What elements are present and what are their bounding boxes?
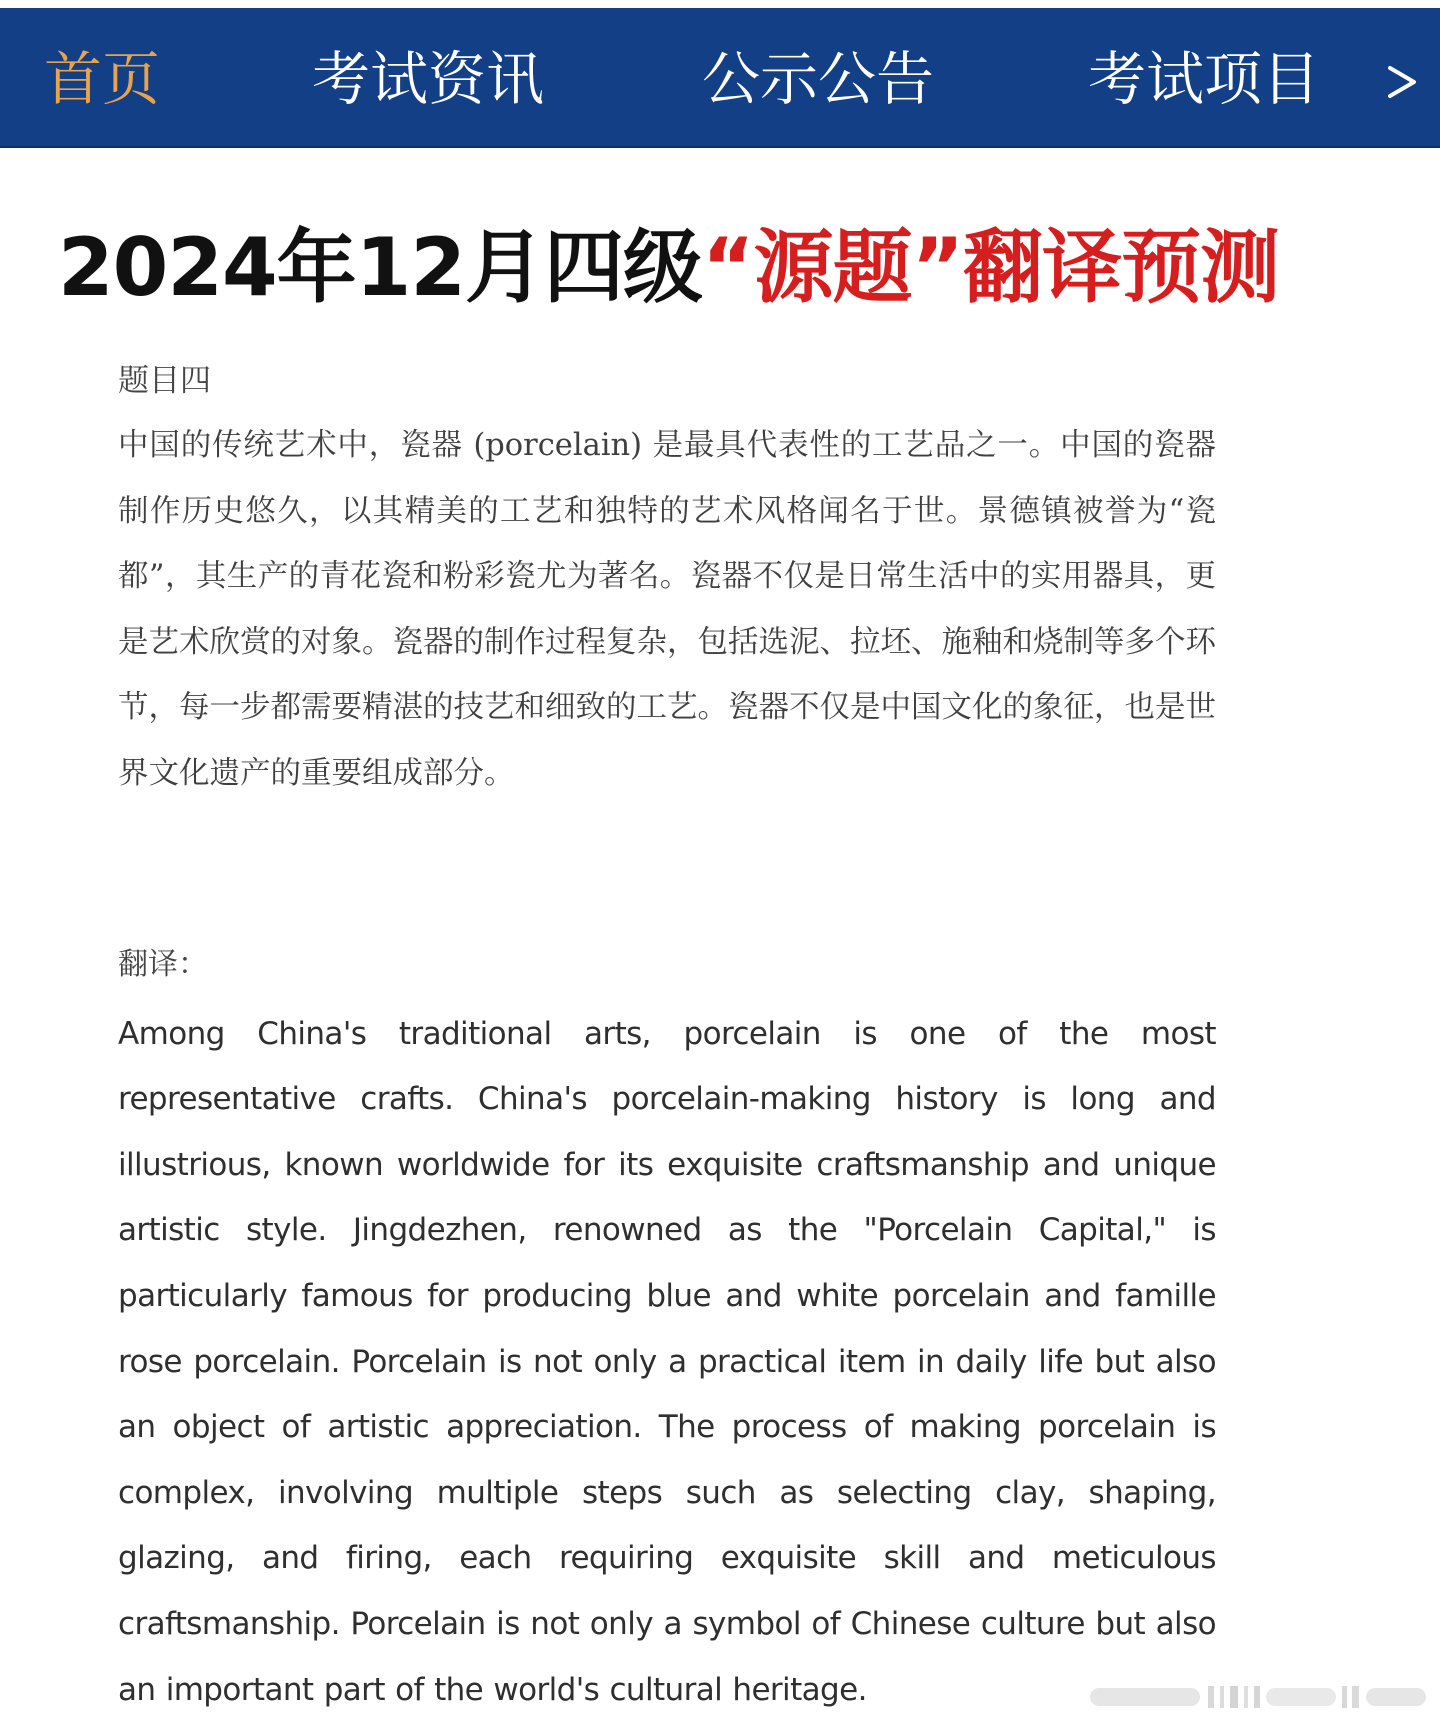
nav-item-exam-projects[interactable]: 考试项目 [1088,45,1321,113]
translation-label: 翻译： [118,946,208,982]
top-navigation-bar [0,8,1440,148]
watermark-bars-icon [1090,1682,1430,1712]
question-text: 中国的传统艺术中，瓷器 (porcelain) 是最具代表性的工艺品之一。中国的瓷器制作历史悠久，以其精美的工艺和独特的艺术风格闻名于世。景德镇被誉为“瓷都”，其生产的青花瓷和粉彩瓷尤为著名。瓷器不仅是日常生活中的实用器具，更是艺术欣赏的对象。瓷器的制作过程复杂，包括选泥、拉坯、施釉和烧制等多个环节，每一步都需要精湛的技艺和细致的工艺。瓷器不仅是中国文化的象征，也是世界文化遗产的重要组成部分。 [118,428,1216,791]
page-title-highlight: “源题”翻译预测 [701,221,1280,314]
nav-item-home[interactable]: 首页 [44,45,161,113]
nav-item-announcements[interactable]: 公示公告 [702,45,935,113]
nav-item-exam-news[interactable]: 考试资讯 [312,45,545,113]
chevron-right-icon[interactable] [1382,58,1422,106]
translation-text: Among China's traditional arts, porcelain is one of the most representative crafts. China's porcelain-making history is long and illustrious, known worldwide for its exquisite craftsmanship and unique artistic style. Jingdezhen, renowned as the "Porcelain Capital," is particularly famous for producing blue and white porcelain and famille rose porcelain. Porcelain is not only a practical item in daily life but also an object of artistic appreciation. The process of making porcelain is complex, involving multiple steps such as selecting clay, shaping, glazing, and firing, each requiring exquisite skill and meticulous craftsmanship. Porcelain is not only a symbol of Chinese culture but also an important part of the world's cultural heritage. [118,1015,1216,1708]
question-label: 题目四 [118,363,211,399]
page-title [58,218,1279,318]
page-title-main: 2024年12月四级 [58,221,702,314]
article-body [118,356,1216,1723]
